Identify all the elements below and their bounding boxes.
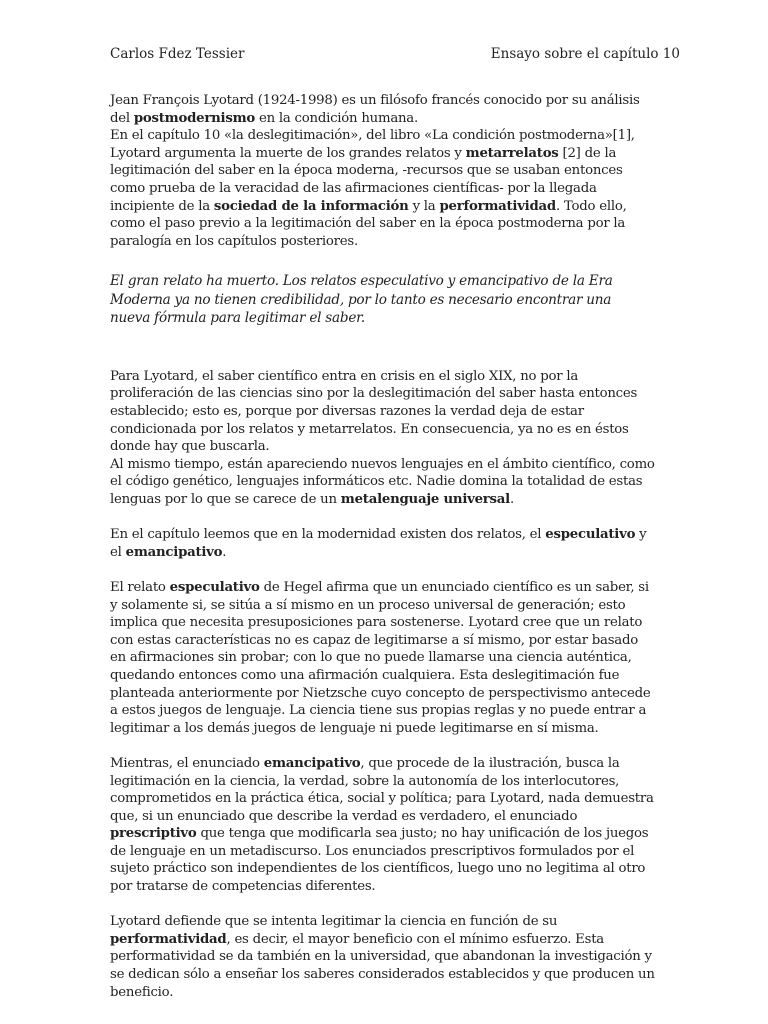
text-segment: El relato <box>110 579 170 595</box>
text-segment: y la <box>408 198 440 214</box>
paragraph-quote <box>110 272 655 328</box>
text-segment: . Todo ello, como el paso previo a la legitimación del saber en la época postmoderna por la paralogía en los capítulos posteriores. <box>110 198 627 249</box>
bold-term: metarrelatos <box>465 145 559 161</box>
text-segment: Mientras, el enunciado <box>110 755 264 771</box>
bold-term: metalenguaje universal <box>340 492 510 507</box>
paragraph-chapter-summary <box>110 127 655 250</box>
text-segment: en la condición humana. <box>255 110 418 126</box>
text-segment: Para Lyotard, el saber científico entra en crisis en el siglo XIX, no por la proliferación de las ciencias sino por la deslegitimación del saber hasta entonces establecido; esto es, porque por diversas razones la verdad deja de estar condicionada por los relatos y metarrelatos. En consecuencia, ya no es en éstos donde hay que buscarla. <box>110 368 638 455</box>
text-segment: El gran relato ha muerto. Los relatos especulativo y emancipativo de la Era Moderna ya no tienen credibilidad, por lo tanto es necesario encontrar una nueva fórmula para legitimar el saber. <box>110 273 613 327</box>
text-segment: que tenga que modificarla sea justo; no hay unificación de los juegos de lenguaje en un metadiscurso. Los enunciados prescriptivos formulados por el sujeto práctico son independientes de los científicos, luego uno no legitima al otro por tratarse de competencias diferentes. <box>110 826 649 895</box>
text-segment: , que procede de la ilustración, busca la legitimación en la ciencia, la verdad, sobre la autonomía de los interlocutores, comprometidos en la práctica ética, social y política; para Lyotard, nada demuestra que, si un enunciado que describe la verdad es verdadero, el enunciado <box>110 755 654 824</box>
paragraph-performativity <box>110 913 655 1001</box>
bold-term: performatividad <box>439 198 556 214</box>
page-header <box>110 45 680 63</box>
text-segment: [2] de la legitimación del saber en la época moderna, -recursos que se usaban entonces como prueba de la veracidad de las afirmaciones científicas- por la llegada incipiente de la <box>110 145 623 214</box>
text-segment: . <box>509 492 514 507</box>
paragraph-metalanguage <box>110 456 655 509</box>
text-segment: Al mismo tiempo, están apareciendo nuevos lenguajes en el ámbito científico, como el código genético, lenguajes informáticos etc. Nadie domina la totalidad de estas lenguas por lo que se carece de un <box>110 456 655 507</box>
bold-term: emancipativo <box>263 755 361 771</box>
text-segment: En el capítulo 10 «la deslegitimación», del libro «La condición postmoderna»[1], Lyotard argumenta la muerte de los grandes relatos y <box>110 128 635 161</box>
bold-term: sociedad de la información <box>213 198 409 214</box>
bold-term: especulativo <box>169 579 260 595</box>
bold-term: especulativo <box>545 527 636 543</box>
paragraph-speculative <box>110 579 655 737</box>
paragraph-intro <box>110 92 655 127</box>
bold-term: prescriptivo <box>110 826 197 842</box>
essay-body <box>110 92 655 1019</box>
text-segment: de Hegel afirma que un enunciado científico es un saber, si y solamente si, se sitúa a sí mismo en un proceso universal de generación; esto implica que necesita presuposiciones para sostenerse. Lyotard cree que un relato con estas características no es capaz de legitimarse a sí mismo, por estar basado en afirmaciones sin probar; con lo que no puede llamarse una ciencia auténtica, quedando entonces como una afirmación cualquiera. Esta deslegitimación fue planteada anteriormente por Nietzsche cuyo concepto de perspectivismo antecede a estos juegos de lenguaje. La ciencia tiene sus propias reglas y no puede entrar a legitimar a los demás juegos de lenguaje ni puede legitimarse en sí misma. <box>110 579 651 736</box>
text-segment: . <box>222 544 227 560</box>
bold-term: postmodernismo <box>133 110 256 126</box>
bold-term: performatividad <box>110 931 227 947</box>
text-segment: , es decir, el mayor beneficio con el mínimo esfuerzo. Esta performatividad se da también en la universidad, que abandonan la investigación y se dedican sólo a enseñar los saberes considerados establecidos y que producen un beneficio. <box>110 931 655 1000</box>
paragraph-crisis <box>110 368 655 456</box>
paragraph-two-narratives <box>110 526 655 561</box>
text-segment: Jean François Lyotard (1924-1998) es un filósofo francés conocido por su análisis del <box>110 93 640 126</box>
text-segment: y el <box>110 527 647 560</box>
text-segment: En el capítulo leemos que en la modernidad existen dos relatos, el <box>110 527 546 543</box>
paragraph-emancipative <box>110 755 655 896</box>
header-title: Ensayo sobre el capítulo 10 <box>490 46 680 62</box>
header-author: Carlos Fdez Tessier <box>110 46 245 62</box>
bold-term: emancipativo <box>125 544 223 560</box>
text-segment: Lyotard defiende que se intenta legitimar la ciencia en función de su <box>110 914 558 930</box>
